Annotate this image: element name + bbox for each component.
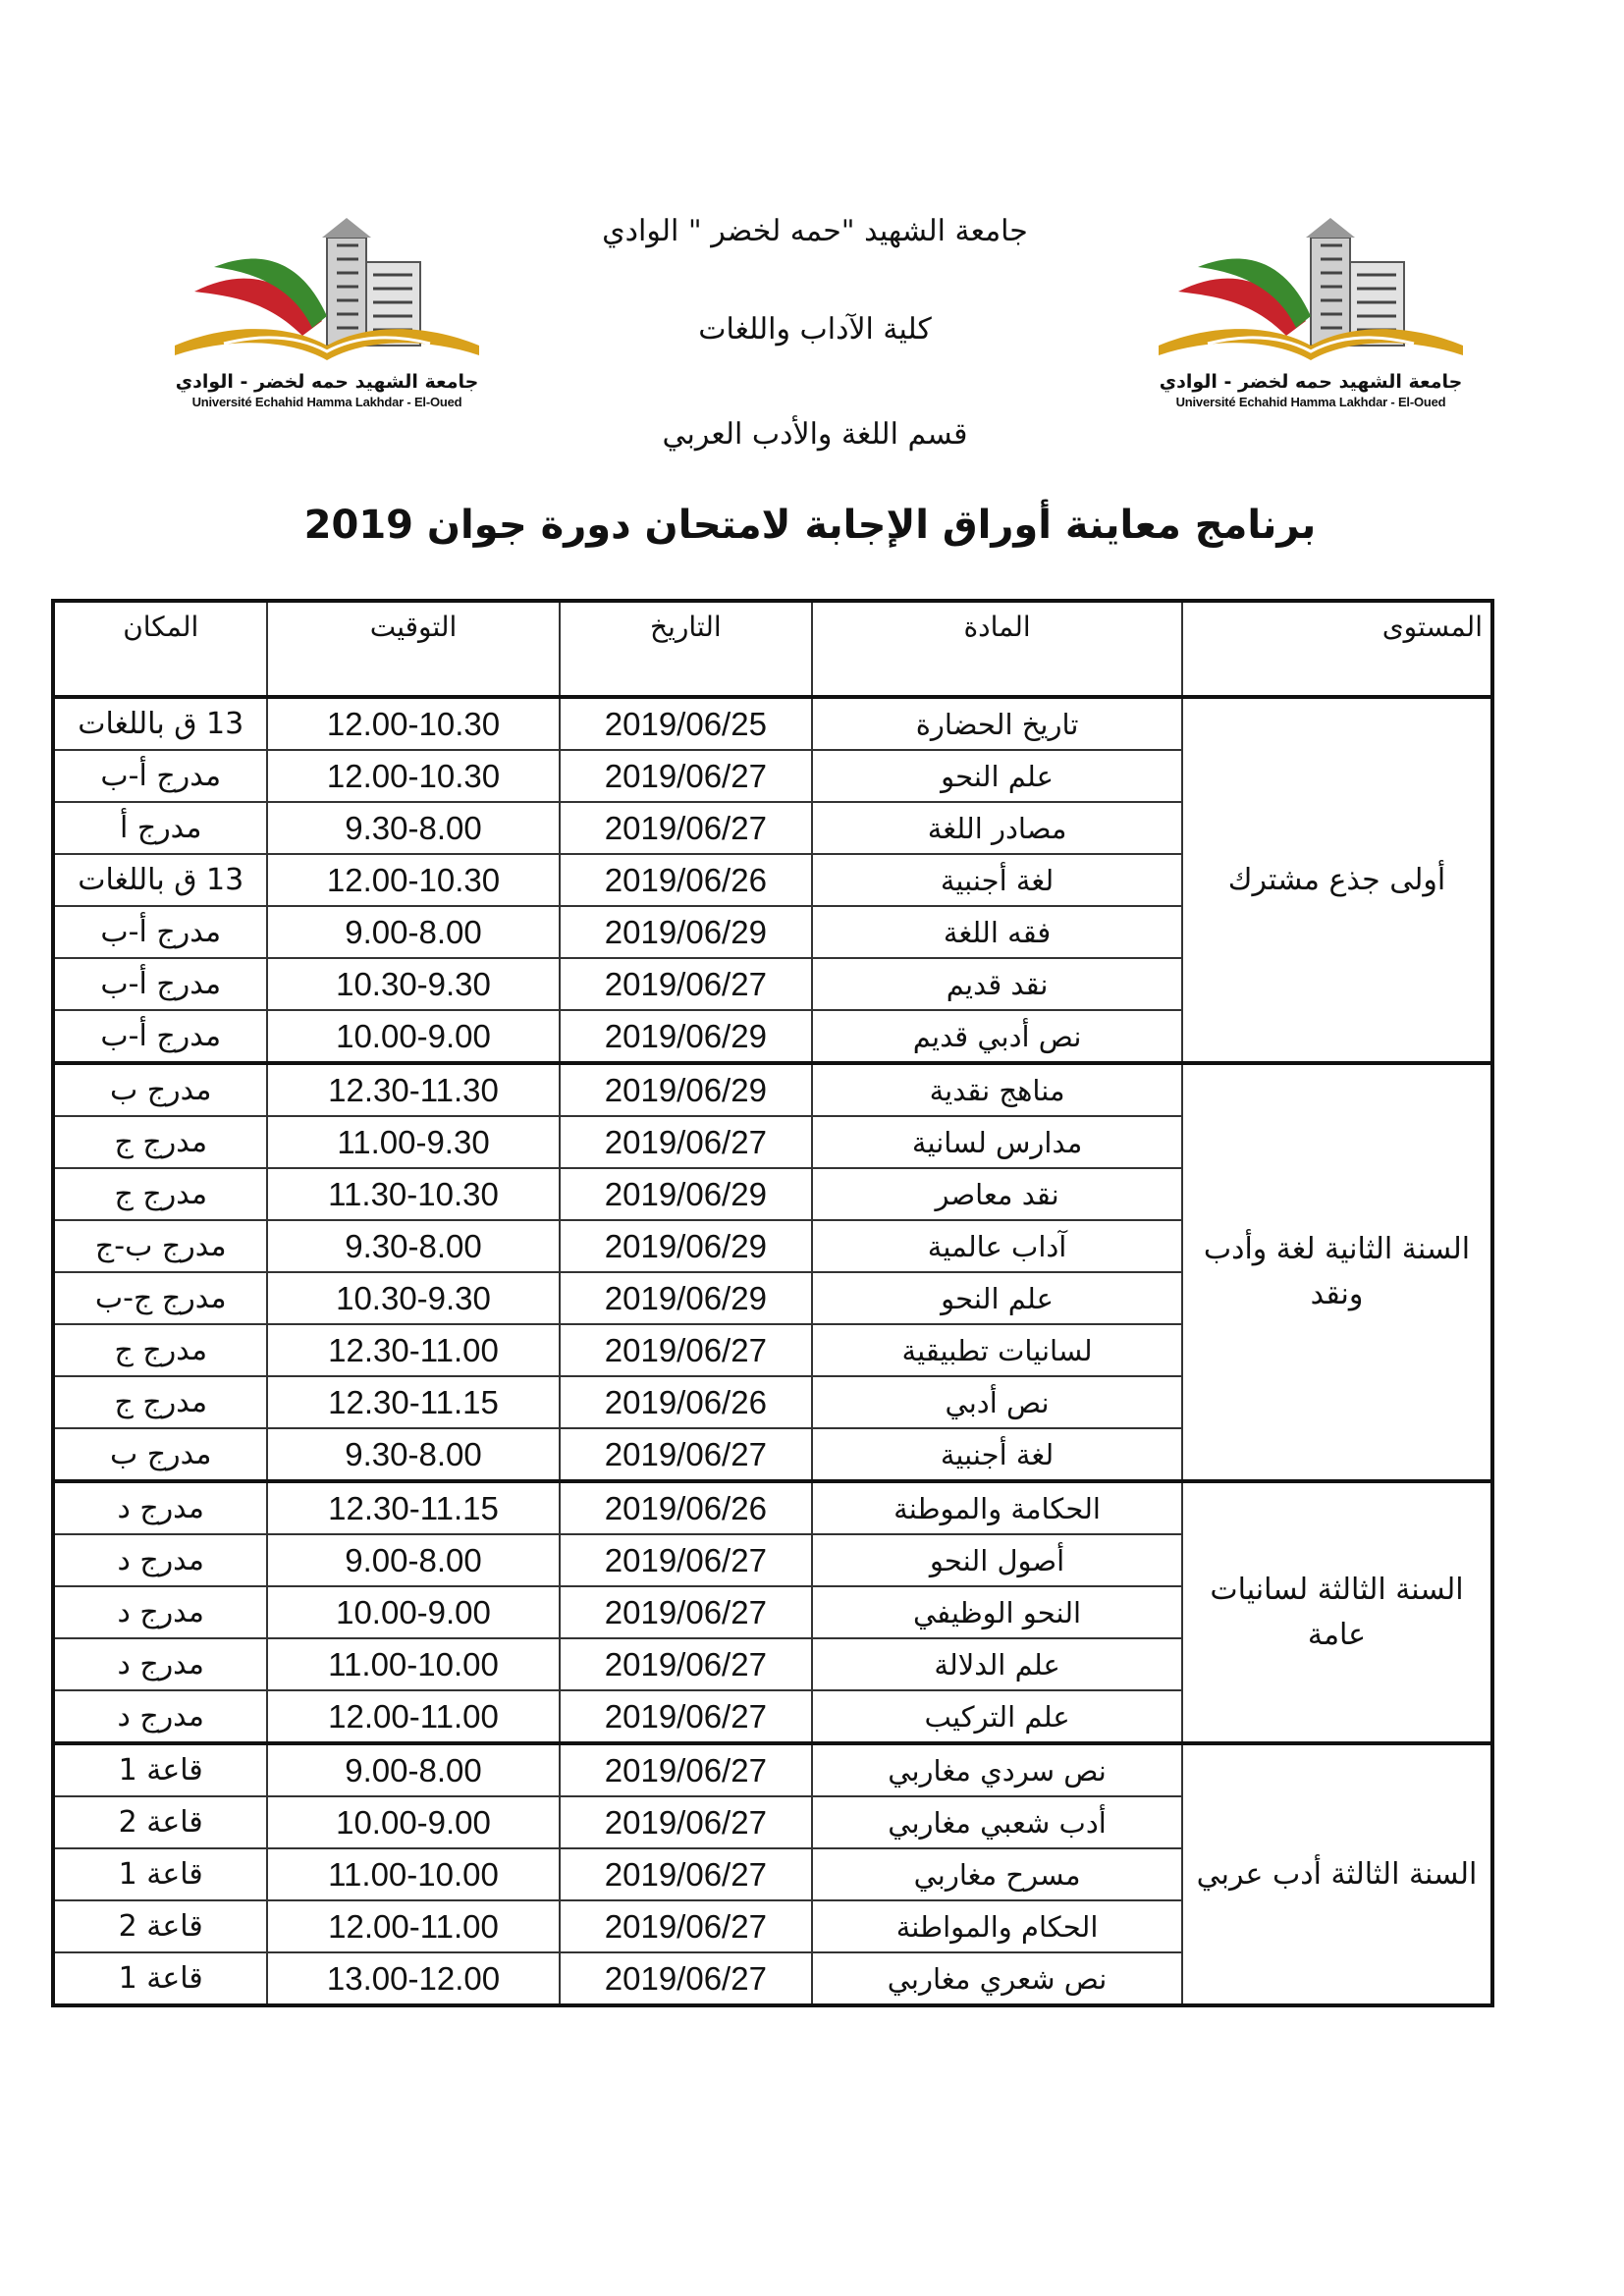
subject-cell: علم الدلالة <box>812 1638 1182 1690</box>
place-cell: قاعة 2 <box>53 1900 267 1952</box>
header-subject: المادة <box>812 601 1182 697</box>
time-cell: 12.30-11.30 <box>267 1063 559 1116</box>
place-cell: مدرج ب-ج <box>53 1220 267 1272</box>
date-cell: 2019/06/27 <box>560 1586 813 1638</box>
header-place: المكان <box>53 601 267 697</box>
date-cell: 2019/06/27 <box>560 1848 813 1900</box>
date-cell: 2019/06/26 <box>560 1376 813 1428</box>
subject-cell: مسرح مغاربي <box>812 1848 1182 1900</box>
date-cell: 2019/06/27 <box>560 1900 813 1952</box>
place-cell: مدرج أ-ب <box>53 750 267 802</box>
place-cell: مدرج د <box>53 1586 267 1638</box>
time-cell: 10.30-9.30 <box>267 958 559 1010</box>
subject-cell: نص أدبي قديم <box>812 1010 1182 1063</box>
level-cell: السنة الثانية لغة وأدب ونقد <box>1182 1063 1492 1481</box>
time-cell: 12.00-10.30 <box>267 854 559 906</box>
date-cell: 2019/06/29 <box>560 1010 813 1063</box>
university-logo-emblem-icon <box>1139 208 1483 375</box>
subject-cell: مناهج نقدية <box>812 1063 1182 1116</box>
header-level: المستوى <box>1182 601 1492 697</box>
date-cell: 2019/06/27 <box>560 750 813 802</box>
place-cell: مدرج ب <box>53 1063 267 1116</box>
subject-cell: علم النحو <box>812 750 1182 802</box>
subject-cell: آداب عالمية <box>812 1220 1182 1272</box>
time-cell: 9.00-8.00 <box>267 906 559 958</box>
date-cell: 2019/06/27 <box>560 1690 813 1743</box>
subject-cell: أدب شعبي مغاربي <box>812 1796 1182 1848</box>
place-cell: مدرج د <box>53 1690 267 1743</box>
date-cell: 2019/06/27 <box>560 958 813 1010</box>
time-cell: 12.00-10.30 <box>267 750 559 802</box>
subject-cell: الحكامة والموطنة <box>812 1481 1182 1534</box>
subject-cell: أصول النحو <box>812 1534 1182 1586</box>
date-cell: 2019/06/25 <box>560 697 813 750</box>
place-cell: مدرج ج <box>53 1324 267 1376</box>
date-cell: 2019/06/27 <box>560 1534 813 1586</box>
place-cell: مدرج د <box>53 1481 267 1534</box>
place-cell: مدرج أ <box>53 802 267 854</box>
date-cell: 2019/06/26 <box>560 854 813 906</box>
logo-french-text: Université Echahid Hamma Lakhdar - El-Oued <box>191 395 462 409</box>
level-cell: السنة الثالثة أدب عربي <box>1182 1743 1492 2005</box>
place-cell: مدرج ج <box>53 1116 267 1168</box>
time-cell: 11.00-9.30 <box>267 1116 559 1168</box>
date-cell: 2019/06/27 <box>560 1428 813 1481</box>
time-cell: 12.00-10.30 <box>267 697 559 750</box>
time-cell: 9.00-8.00 <box>267 1743 559 1796</box>
date-cell: 2019/06/27 <box>560 1743 813 1796</box>
university-logo-left <box>155 208 499 424</box>
table-row <box>53 697 1492 750</box>
level-cell: أولى جذع مشترك <box>1182 697 1492 1063</box>
table-row <box>53 1743 1492 1796</box>
page-title: برنامج معاينة أوراق الإجابة لامتحان دورة جوان 2019 <box>303 503 1317 548</box>
subject-cell: لغة أجنبية <box>812 1428 1182 1481</box>
subject-cell: علم التركيب <box>812 1690 1182 1743</box>
date-cell: 2019/06/29 <box>560 1063 813 1116</box>
place-cell: 13 ق باللغات <box>53 854 267 906</box>
place-cell: قاعة 1 <box>53 1952 267 2005</box>
time-cell: 9.30-8.00 <box>267 1220 559 1272</box>
subject-cell: نص أدبي <box>812 1376 1182 1428</box>
header-time: التوقيت <box>267 601 559 697</box>
date-cell: 2019/06/27 <box>560 1796 813 1848</box>
place-cell: مدرج أ-ب <box>53 906 267 958</box>
university-logo-right <box>1139 208 1483 424</box>
date-cell: 2019/06/29 <box>560 906 813 958</box>
date-cell: 2019/06/27 <box>560 802 813 854</box>
time-cell: 12.00-11.00 <box>267 1900 559 1952</box>
time-cell: 9.00-8.00 <box>267 1534 559 1586</box>
date-cell: 2019/06/27 <box>560 1324 813 1376</box>
date-cell: 2019/06/27 <box>560 1116 813 1168</box>
university-name: جامعة الشهيد "حمه لخضر " الوادي <box>602 214 1028 248</box>
faculty-name: كلية الآداب واللغات <box>698 312 932 347</box>
subject-cell: مدارس لسانية <box>812 1116 1182 1168</box>
schedule-table <box>51 599 1494 2007</box>
schedule-body <box>53 697 1492 2005</box>
place-cell: مدرج أ-ب <box>53 1010 267 1063</box>
time-cell: 10.30-9.30 <box>267 1272 559 1324</box>
place-cell: قاعة 1 <box>53 1743 267 1796</box>
table-row <box>53 1063 1492 1116</box>
subject-cell: تاريخ الحضارة <box>812 697 1182 750</box>
table-row <box>53 1481 1492 1534</box>
date-cell: 2019/06/26 <box>560 1481 813 1534</box>
place-cell: مدرج أ-ب <box>53 958 267 1010</box>
time-cell: 10.00-9.00 <box>267 1010 559 1063</box>
time-cell: 13.00-12.00 <box>267 1952 559 2005</box>
time-cell: 11.30-10.30 <box>267 1168 559 1220</box>
date-cell: 2019/06/29 <box>560 1220 813 1272</box>
subject-cell: علم النحو <box>812 1272 1182 1324</box>
date-cell: 2019/06/29 <box>560 1168 813 1220</box>
logo-arabic-text: جامعة الشهيد حمه لخضر - الوادي <box>1159 371 1463 393</box>
date-cell: 2019/06/29 <box>560 1272 813 1324</box>
place-cell: مدرج د <box>53 1534 267 1586</box>
subject-cell: نص شعري مغاربي <box>812 1952 1182 2005</box>
time-cell: 10.00-9.00 <box>267 1796 559 1848</box>
place-cell: 13 ق باللغات <box>53 697 267 750</box>
place-cell: قاعة 2 <box>53 1796 267 1848</box>
header-date: التاريخ <box>560 601 813 697</box>
time-cell: 12.30-11.15 <box>267 1376 559 1428</box>
place-cell: مدرج ج <box>53 1376 267 1428</box>
time-cell: 12.30-11.15 <box>267 1481 559 1534</box>
time-cell: 9.30-8.00 <box>267 1428 559 1481</box>
time-cell: 9.30-8.00 <box>267 802 559 854</box>
place-cell: مدرج د <box>53 1638 267 1690</box>
table-header-row <box>53 601 1492 697</box>
subject-cell: مصادر اللغة <box>812 802 1182 854</box>
subject-cell: لغة أجنبية <box>812 854 1182 906</box>
subject-cell: نقد معاصر <box>812 1168 1182 1220</box>
subject-cell: نقد قديم <box>812 958 1182 1010</box>
university-logo-emblem-icon <box>155 208 499 375</box>
level-cell: السنة الثالثة لسانيات عامة <box>1182 1481 1492 1743</box>
logo-arabic-text: جامعة الشهيد حمه لخضر - الوادي <box>175 371 479 393</box>
time-cell: 12.30-11.00 <box>267 1324 559 1376</box>
department-name: قسم اللغة والأدب العربي <box>662 417 968 452</box>
time-cell: 12.00-11.00 <box>267 1690 559 1743</box>
logo-french-text: Université Echahid Hamma Lakhdar - El-Oued <box>1175 395 1446 409</box>
time-cell: 11.00-10.00 <box>267 1638 559 1690</box>
subject-cell: فقه اللغة <box>812 906 1182 958</box>
date-cell: 2019/06/27 <box>560 1952 813 2005</box>
subject-cell: لسانيات تطبيقية <box>812 1324 1182 1376</box>
subject-cell: نص سردي مغاربي <box>812 1743 1182 1796</box>
place-cell: مدرج ب <box>53 1428 267 1481</box>
place-cell: مدرج ج-ب <box>53 1272 267 1324</box>
subject-cell: الحكام والمواطنة <box>812 1900 1182 1952</box>
time-cell: 11.00-10.00 <box>267 1848 559 1900</box>
time-cell: 10.00-9.00 <box>267 1586 559 1638</box>
subject-cell: النحو الوظيفي <box>812 1586 1182 1638</box>
place-cell: مدرج ج <box>53 1168 267 1220</box>
place-cell: قاعة 1 <box>53 1848 267 1900</box>
date-cell: 2019/06/27 <box>560 1638 813 1690</box>
